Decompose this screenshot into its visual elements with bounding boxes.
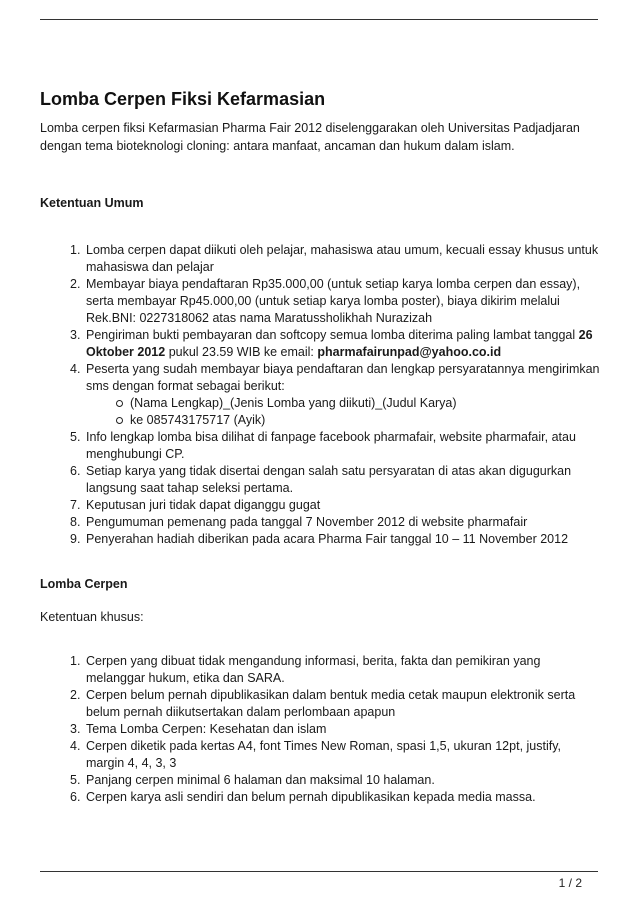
list-item-text: pukul 23.59 WIB ke email: xyxy=(165,345,318,359)
list-item xyxy=(40,789,600,806)
list-item xyxy=(40,687,600,721)
list-item xyxy=(40,514,600,531)
list-item-text: Info lengkap lomba bisa dilihat di fanpage facebook pharmafair, website pharmafair, atau menghubungi CP. xyxy=(86,430,576,461)
list-item-text: Lomba cerpen dapat diikuti oleh pelajar, mahasiswa atau umum, kecuali essay khusus untuk mahasiswa dan pelajar xyxy=(86,243,599,274)
list-item xyxy=(40,327,600,361)
section-heading-lomba-cerpen: Lomba Cerpen xyxy=(40,577,128,591)
document-title: Lomba Cerpen Fiksi Kefarmasian xyxy=(40,89,326,109)
list-number: 3. xyxy=(70,328,81,342)
deadline-date: 26 Oktober 2012 xyxy=(86,328,593,359)
list-item-text: Pengumuman pemenang pada tanggal 7 November 2012 di website pharmafair xyxy=(86,515,528,529)
list-item xyxy=(40,497,600,514)
sub-list-item: ke 085743175717 (Ayik) xyxy=(86,412,600,429)
list-item-text: Cerpen belum pernah dipublikasikan dalam bentuk media cetak maupun elektronik serta belum pernah diikutsertakan dalam perlombaan apapun xyxy=(86,687,576,719)
list-number: 1. xyxy=(70,653,81,668)
document-body xyxy=(40,88,600,806)
list-item-text: Pengiriman bukti pembayaran dan softcopy semua lomba diterima paling lambat tanggal xyxy=(86,328,579,342)
list-item-text: Keputusan juri tidak dapat diganggu gugat xyxy=(86,498,321,512)
sms-format-list xyxy=(86,395,600,429)
list-number: 8. xyxy=(70,515,81,529)
list-number: 4. xyxy=(70,738,81,753)
header-rule xyxy=(40,19,598,20)
list-item xyxy=(40,242,600,276)
circle-bullet-icon xyxy=(116,417,123,424)
list-item-text: Tema Lomba Cerpen: Kesehatan dan islam xyxy=(86,721,327,736)
intro-paragraph: Lomba cerpen fiksi Kefarmasian Pharma Fair 2012 diselenggarakan oleh Universitas Padjadjaran dengan tema bioteknologi cloning: antara manfaat, ancaman dan hukum dalam islam. xyxy=(40,121,580,153)
list-number: 1. xyxy=(70,243,81,257)
list-item xyxy=(40,276,600,327)
specific-rules-list xyxy=(40,653,600,806)
list-item-text: Cerpen diketik pada kertas A4, font Times New Roman, spasi 1,5, ukuran 12pt, justify, margin 4, 4, 3, 3 xyxy=(86,738,562,770)
list-item-text: Peserta yang sudah membayar biaya pendaftaran dan lengkap persyaratannya mengirimkan sms dengan format sebagai berikut: xyxy=(86,362,600,393)
list-item xyxy=(40,429,600,463)
footer-rule xyxy=(40,871,598,872)
page-number: 1 / 2 xyxy=(558,876,582,890)
list-item-text: Setiap karya yang tidak disertai dengan salah satu persyaratan di atas akan digugurkan langsung saat tahap seleksi pertama. xyxy=(86,464,572,495)
list-number: 5. xyxy=(70,430,81,444)
circle-bullet-icon xyxy=(116,400,123,407)
list-number: 2. xyxy=(70,687,81,702)
list-item-text: Cerpen yang dibuat tidak mengandung informasi, berita, fakta dan pemikiran yang melanggar hukum, etika dan SARA. xyxy=(86,653,541,685)
list-number: 4. xyxy=(70,362,81,376)
list-number: 6. xyxy=(70,789,81,804)
list-item xyxy=(40,463,600,497)
general-rules-list xyxy=(40,242,600,548)
list-item xyxy=(40,531,600,548)
email-address: pharmafairunpad@yahoo.co.id xyxy=(317,345,502,359)
section-heading-ketentuan-umum: Ketentuan Umum xyxy=(40,196,144,210)
section-subheading: Ketentuan khusus: xyxy=(40,610,144,624)
list-item xyxy=(40,738,600,772)
list-item-text: Penyerahan hadiah diberikan pada acara Pharma Fair tanggal 10 – 11 November 2012 xyxy=(86,532,569,546)
list-item xyxy=(40,772,600,789)
list-item-text: Membayar biaya pendaftaran Rp35.000,00 (untuk setiap karya lomba cerpen dan essay), serta membayar Rp45.000,00 (untuk setiap karya lomba poster), biaya dikirim melalui Rek.BNI: 0227318062 atas nama Maratussholikhah Nurazizah xyxy=(86,277,581,325)
list-number: 9. xyxy=(70,532,81,546)
list-number: 7. xyxy=(70,498,81,512)
list-item xyxy=(40,361,600,429)
list-number: 3. xyxy=(70,721,81,736)
list-number: 2. xyxy=(70,277,81,291)
list-item-text: Panjang cerpen minimal 6 halaman dan maksimal 10 halaman. xyxy=(86,772,435,787)
list-number: 6. xyxy=(70,464,81,478)
sub-list-item: (Nama Lengkap)_(Jenis Lomba yang diikuti)_(Judul Karya) xyxy=(86,395,600,412)
list-number: 5. xyxy=(70,772,81,787)
list-item xyxy=(40,653,600,687)
list-item-text: Cerpen karya asli sendiri dan belum pernah dipublikasikan kepada media massa. xyxy=(86,789,536,804)
list-item xyxy=(40,721,600,738)
